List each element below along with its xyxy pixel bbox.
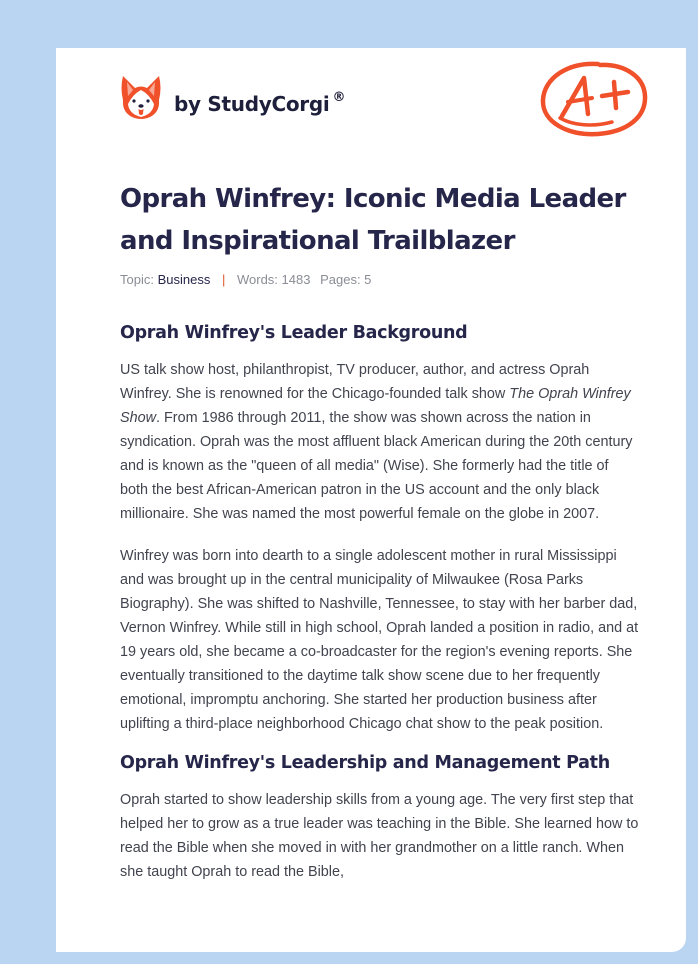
topic-label: Topic: xyxy=(120,272,154,287)
document-meta xyxy=(120,272,640,294)
paragraph: US talk show host, philanthropist, TV producer, author, and actress Oprah Winfrey. She is renowned for the Chicago-founded talk show The Oprah Winfrey Show. From 1986 through 2011, the show was shown across the nation in syndication. Oprah was the most affluent black American during the 20th century and is known as the "queen of all media" (Wise). She formerly had the title of both the best African-American patron in the US account and the only black millionaire. She was named the most powerful female on the globe in 2007. xyxy=(120,362,633,522)
brand-name: by StudyCorgi ® xyxy=(174,90,346,116)
page-header xyxy=(56,48,686,168)
corgi-icon xyxy=(120,74,162,120)
page-title: Oprah Winfrey: Iconic Media Leader and Inspirational Trailblazer xyxy=(120,184,626,256)
section-heading: Oprah Winfrey's Leader Background xyxy=(120,323,468,343)
page-count: Pages: 5 xyxy=(320,272,372,287)
article-content xyxy=(120,178,640,884)
word-count: Words: 1483 xyxy=(236,272,311,287)
section-heading: Oprah Winfrey's Leadership and Management Path xyxy=(120,753,610,773)
paragraph: Oprah started to show leadership skills from a young age. The very first step that helped her to grow as a true leader was teaching in the Bible. She learned how to read the Bible when she moved in with her grandmother on a little ranch. When she taught Oprah to read the Bible, xyxy=(120,792,639,880)
show-title: The Oprah Winfrey Show xyxy=(120,386,631,426)
topic-link[interactable]: Business xyxy=(157,272,211,287)
studycorgi-logo[interactable] xyxy=(120,74,345,120)
document-card xyxy=(56,48,686,952)
a-plus-grade-icon xyxy=(538,58,650,140)
meta-separator: | xyxy=(221,272,226,287)
paragraph: Winfrey was born into dearth to a single adolescent mother in rural Mississippi and was brought up in the central municipality of Milwaukee (Rosa Parks Biography). She was shifted to Nashville, Tennessee, to stay with her barber dad, Vernon Winfrey. While still in high school, Oprah landed a position in radio, and at 19 years old, she became a co-broadcaster for the region's evening reports. She eventually transitioned to the daytime talk show scene due to her frequently emotional, impromptu anchoring. She started her production business after uplifting a third-place neighborhood Chicago chat show to the peak position. xyxy=(120,548,639,732)
